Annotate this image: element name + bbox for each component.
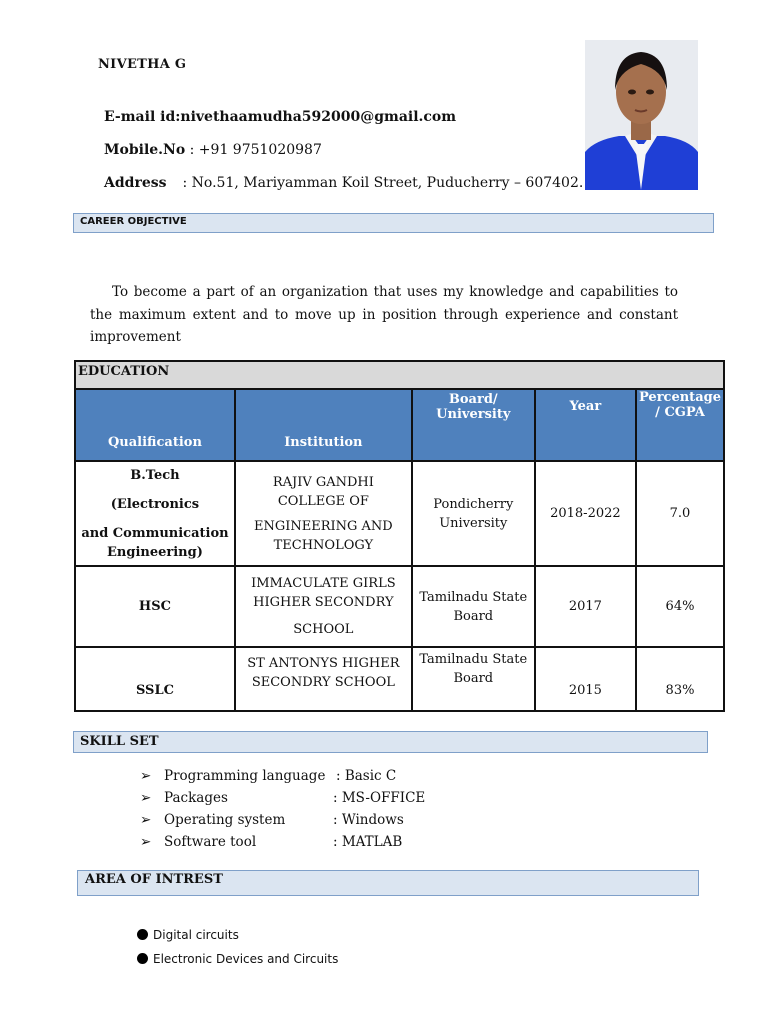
col-institution: Institution <box>235 389 412 461</box>
profile-photo <box>585 40 698 190</box>
institution-cell: ST ANTONYS HIGHER SECONDRY SCHOOL <box>235 647 412 711</box>
mobile-line <box>104 142 322 158</box>
institution-cell <box>235 566 412 647</box>
objective-paragraph: To become a part of an organization that uses my knowledge and capabilities to the maximum extent and to move up in position through experience and constant improvement <box>90 284 678 345</box>
arrow-bullet-icon: ➢ <box>140 834 152 850</box>
list-item <box>140 809 440 831</box>
address-label: Address <box>104 175 167 191</box>
year-cell: 2018-2022 <box>535 461 636 566</box>
score-cell: 83% <box>636 647 724 711</box>
board-cell: Tamilnadu State Board <box>412 566 535 647</box>
area-of-interest-heading: AREA OF INTREST <box>77 870 699 896</box>
interest-label: Electronic Devices and Circuits <box>153 952 339 966</box>
institution-line: SCHOOL <box>293 622 354 637</box>
interest-list <box>137 923 338 971</box>
skill-value: : Windows <box>333 812 404 828</box>
skill-label: Packages <box>164 790 228 806</box>
qualification-cell <box>75 461 235 566</box>
address-value: : No.51, Mariyamman Koil Street, Puducherry – 607402. <box>182 175 584 191</box>
table-row <box>75 566 724 647</box>
list-item <box>140 831 440 853</box>
score-cell: 7.0 <box>636 461 724 566</box>
table-row <box>75 461 724 566</box>
institution-line: IMMACULATE GIRLS HIGHER SECONDRY <box>251 576 396 610</box>
career-objective-heading: CAREER OBJECTIVE <box>73 213 714 233</box>
qualification-cell: SSLC <box>75 647 235 711</box>
qualification-line: and Communication Engineering) <box>81 525 229 560</box>
institution-cell <box>235 461 412 566</box>
score-cell: 64% <box>636 566 724 647</box>
qualification-line: (Electronics <box>110 496 200 512</box>
qualification-line: B.Tech <box>130 467 180 483</box>
qualification-cell: HSC <box>75 566 235 647</box>
skill-label: Programming language <box>164 768 326 784</box>
skill-label: Operating system <box>164 812 286 828</box>
arrow-bullet-icon: ➢ <box>140 790 152 806</box>
year-cell: 2017 <box>535 566 636 647</box>
institution-line: RAJIV GANDHI COLLEGE OF <box>272 474 374 509</box>
mobile-label: Mobile.No <box>104 142 186 158</box>
education-heading: EDUCATION <box>75 361 724 389</box>
col-qualification: Qualification <box>75 389 235 461</box>
arrow-bullet-icon: ➢ <box>140 768 152 784</box>
board-cell: Pondicherry University <box>412 461 535 566</box>
table-row <box>75 647 724 711</box>
skill-set-heading: SKILL SET <box>73 731 708 753</box>
mobile-value: : +91 9751020987 <box>185 142 322 158</box>
list-item <box>140 765 440 787</box>
email-value: nivethaamudha592000@gmail.com <box>180 109 457 125</box>
arrow-bullet-icon: ➢ <box>140 812 152 828</box>
email-label: E-mail id: <box>104 109 181 125</box>
institution-line: ENGINEERING AND TECHNOLOGY <box>253 518 393 553</box>
education-table <box>74 360 725 712</box>
col-score: Percentage / CGPA <box>636 389 724 461</box>
skill-value: : Basic C <box>336 768 397 784</box>
email-line <box>104 109 456 125</box>
list-item <box>140 787 440 809</box>
year-cell: 2015 <box>535 647 636 711</box>
board-cell: Tamilnadu State Board <box>412 647 535 711</box>
skill-value: : MS-OFFICE <box>333 790 426 806</box>
col-board: Board/ University <box>412 389 535 461</box>
list-item <box>137 923 338 947</box>
col-year: Year <box>535 389 636 461</box>
career-objective-text <box>90 281 678 349</box>
candidate-name: NIVETHA G <box>98 57 187 72</box>
skill-list <box>140 765 440 853</box>
interest-label: Digital circuits <box>153 928 239 942</box>
skill-value: : MATLAB <box>333 834 403 850</box>
education-header-row <box>75 389 724 461</box>
list-item <box>137 947 338 971</box>
bullet-dot-icon <box>137 929 148 940</box>
address-line <box>104 175 583 191</box>
skill-label: Software tool <box>164 834 257 850</box>
bullet-dot-icon <box>137 953 148 964</box>
